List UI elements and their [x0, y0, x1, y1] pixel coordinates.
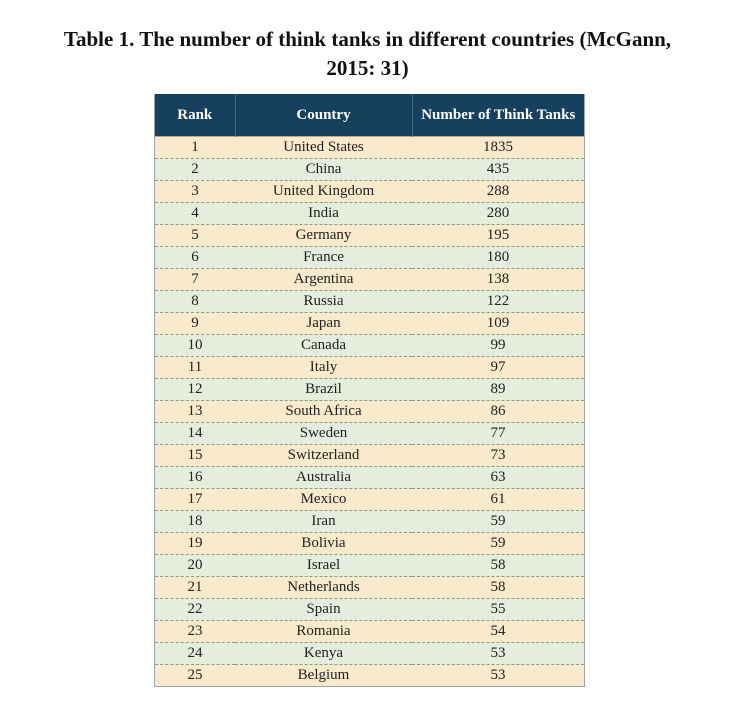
table-row: [155, 599, 584, 621]
cell-count: 109: [412, 313, 584, 335]
cell-count: 59: [412, 533, 584, 555]
table-row: [155, 291, 584, 313]
table-header: [155, 94, 584, 137]
cell-rank: 15: [155, 445, 235, 467]
cell-country: Brazil: [235, 379, 412, 401]
table-row: [155, 401, 584, 423]
cell-country: Mexico: [235, 489, 412, 511]
cell-rank: 25: [155, 665, 235, 687]
table-row: [155, 269, 584, 291]
table-row: [155, 489, 584, 511]
cell-country: South Africa: [235, 401, 412, 423]
cell-count: 97: [412, 357, 584, 379]
table-row: [155, 313, 584, 335]
table-row: [155, 467, 584, 489]
cell-country: Russia: [235, 291, 412, 313]
cell-count: 77: [412, 423, 584, 445]
cell-count: 58: [412, 555, 584, 577]
table-row: [155, 665, 584, 687]
cell-country: India: [235, 203, 412, 225]
cell-country: Switzerland: [235, 445, 412, 467]
cell-count: 86: [412, 401, 584, 423]
table-row: [155, 335, 584, 357]
cell-count: 63: [412, 467, 584, 489]
cell-count: 195: [412, 225, 584, 247]
column-header-count: Number of Think Tanks: [412, 94, 584, 137]
cell-rank: 9: [155, 313, 235, 335]
cell-count: 122: [412, 291, 584, 313]
cell-rank: 5: [155, 225, 235, 247]
cell-count: 55: [412, 599, 584, 621]
cell-rank: 11: [155, 357, 235, 379]
table-row: [155, 423, 584, 445]
table-row: [155, 159, 584, 181]
table-row: [155, 621, 584, 643]
cell-country: France: [235, 247, 412, 269]
cell-country: Romania: [235, 621, 412, 643]
cell-count: 59: [412, 511, 584, 533]
table-row: [155, 203, 584, 225]
cell-country: Bolivia: [235, 533, 412, 555]
table-row: [155, 555, 584, 577]
cell-rank: 19: [155, 533, 235, 555]
caption-line-1: Table 1. The number of think tanks in different countries (McGann,: [63, 27, 672, 51]
cell-country: Australia: [235, 467, 412, 489]
cell-country: China: [235, 159, 412, 181]
cell-country: Iran: [235, 511, 412, 533]
table-row: [155, 533, 584, 555]
table-row: [155, 357, 584, 379]
column-header-rank: Rank: [155, 94, 235, 137]
table-row: [155, 445, 584, 467]
cell-country: Canada: [235, 335, 412, 357]
table-row: [155, 181, 584, 203]
cell-count: 54: [412, 621, 584, 643]
cell-rank: 20: [155, 555, 235, 577]
cell-rank: 7: [155, 269, 235, 291]
cell-count: 89: [412, 379, 584, 401]
table-row: [155, 225, 584, 247]
cell-rank: 1: [155, 137, 235, 159]
cell-rank: 16: [155, 467, 235, 489]
cell-rank: 17: [155, 489, 235, 511]
cell-rank: 22: [155, 599, 235, 621]
table-row: [155, 137, 584, 159]
cell-country: Germany: [235, 225, 412, 247]
cell-count: 138: [412, 269, 584, 291]
cell-country: Israel: [235, 555, 412, 577]
table-body: [155, 137, 584, 687]
cell-rank: 8: [155, 291, 235, 313]
cell-count: 1835: [412, 137, 584, 159]
cell-count: 53: [412, 665, 584, 687]
table-row: [155, 247, 584, 269]
cell-rank: 10: [155, 335, 235, 357]
cell-country: Belgium: [235, 665, 412, 687]
cell-count: 99: [412, 335, 584, 357]
table-row: [155, 577, 584, 599]
cell-rank: 4: [155, 203, 235, 225]
cell-count: 58: [412, 577, 584, 599]
column-header-country: Country: [235, 94, 412, 137]
cell-rank: 12: [155, 379, 235, 401]
cell-rank: 18: [155, 511, 235, 533]
cell-rank: 13: [155, 401, 235, 423]
cell-count: 53: [412, 643, 584, 665]
table-row: [155, 643, 584, 665]
cell-country: United States: [235, 137, 412, 159]
cell-country: Netherlands: [235, 577, 412, 599]
table-row: [155, 379, 584, 401]
cell-rank: 3: [155, 181, 235, 203]
header-row: [155, 94, 584, 137]
cell-count: 288: [412, 181, 584, 203]
cell-country: Sweden: [235, 423, 412, 445]
cell-count: 435: [412, 159, 584, 181]
data-table: [155, 94, 584, 686]
cell-country: Spain: [235, 599, 412, 621]
cell-rank: 14: [155, 423, 235, 445]
cell-country: Japan: [235, 313, 412, 335]
table-row: [155, 511, 584, 533]
caption-line-2: 2015: 31): [326, 56, 409, 80]
cell-country: Kenya: [235, 643, 412, 665]
cell-rank: 23: [155, 621, 235, 643]
cell-country: United Kingdom: [235, 181, 412, 203]
cell-rank: 6: [155, 247, 235, 269]
cell-rank: 24: [155, 643, 235, 665]
cell-country: Italy: [235, 357, 412, 379]
cell-country: Argentina: [235, 269, 412, 291]
cell-count: 280: [412, 203, 584, 225]
cell-rank: 21: [155, 577, 235, 599]
think-tank-table: [154, 94, 585, 687]
table-caption: [0, 25, 735, 83]
cell-rank: 2: [155, 159, 235, 181]
cell-count: 73: [412, 445, 584, 467]
cell-count: 61: [412, 489, 584, 511]
cell-count: 180: [412, 247, 584, 269]
